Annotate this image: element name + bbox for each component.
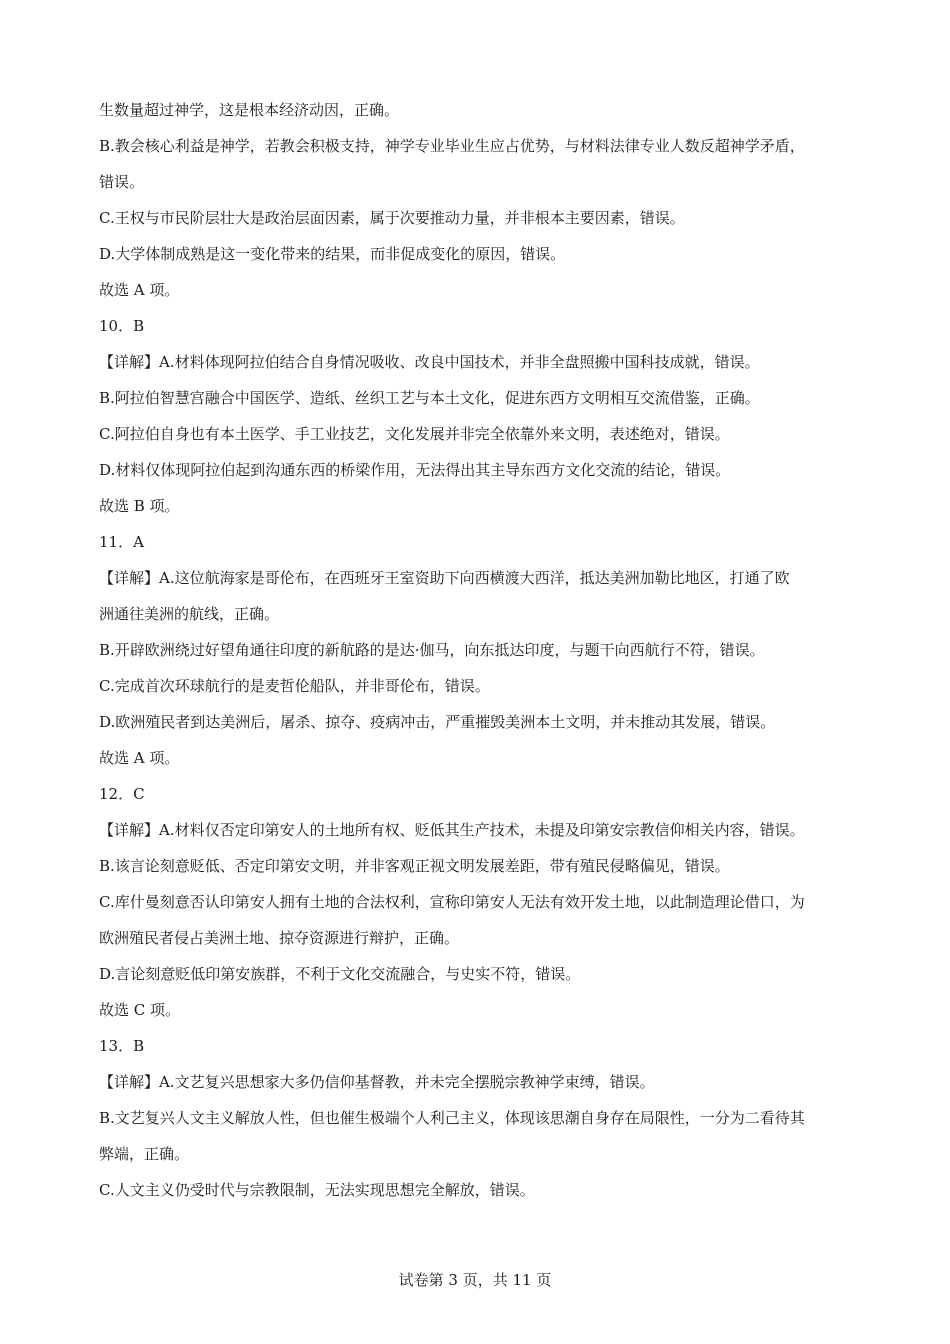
text-line: C.人文主义仍受时代与宗教限制，无法实现思想完全解放，错误。 bbox=[99, 1181, 535, 1199]
text-line: 故选 A 项。 bbox=[99, 749, 180, 767]
text-line: 生数量超过神学，这是根本经济动因，正确。 bbox=[99, 101, 400, 119]
question-number: 10．B bbox=[99, 317, 145, 335]
text-line: 【详解】A.这位航海家是哥伦布，在西班牙王室资助下向西横渡大西洋，抵达美洲加勒比地区，打通了欧 bbox=[99, 569, 790, 587]
text-line: 故选 B 项。 bbox=[99, 497, 180, 515]
text-line: C.阿拉伯自身也有本土医学、手工业技艺，文化发展并非完全依靠外来文明，表述绝对，错误。 bbox=[99, 425, 730, 443]
text-line: C.库什曼刻意否认印第安人拥有土地的合法权利，宣称印第安人无法有效开发土地，以此制造理论借口，为 bbox=[99, 893, 805, 911]
text-line: D.大学体制成熟是这一变化带来的结果，而非促成变化的原因，错误。 bbox=[99, 245, 566, 263]
page-footer: 试卷第 3 页，共 11 页 bbox=[398, 1271, 552, 1289]
text-line: 错误。 bbox=[99, 173, 145, 191]
text-line: B.教会核心利益是神学，若教会积极支持，神学专业毕业生应占优势，与材料法律专业人数反超神学矛盾， bbox=[99, 137, 805, 155]
text-line: B.阿拉伯智慧宫融合中国医学、造纸、丝织工艺与本土文化，促进东西方文明相互交流借鉴，正确。 bbox=[99, 389, 760, 407]
question-number: 12．C bbox=[99, 785, 145, 803]
question-number: 13．B bbox=[99, 1037, 145, 1055]
text-line: B.文艺复兴人文主义解放人性，但也催生极端个人利己主义，体现该思潮自身存在局限性，一分为二看待其 bbox=[99, 1109, 805, 1127]
text-line: 故选 A 项。 bbox=[99, 281, 180, 299]
text-line: B.该言论刻意贬低、否定印第安文明，并非客观正视文明发展差距，带有殖民侵略偏见，错误。 bbox=[99, 857, 730, 875]
text-line: C.完成首次环球航行的是麦哲伦船队，并非哥伦布，错误。 bbox=[99, 677, 490, 695]
document-body bbox=[99, 92, 863, 1208]
text-line: 【详解】A.材料体现阿拉伯结合自身情况吸收、改良中国技术，并非全盘照搬中国科技成就，错误。 bbox=[99, 353, 760, 371]
text-line: D.材料仅体现阿拉伯起到沟通东西的桥梁作用，无法得出其主导东西方文化交流的结论，错误。 bbox=[99, 461, 731, 479]
text-line: 弊端，正确。 bbox=[99, 1145, 190, 1163]
question-number: 11．A bbox=[99, 533, 144, 551]
text-line: D.言论刻意贬低印第安族群，不利于文化交流融合，与史实不符，错误。 bbox=[99, 965, 581, 983]
text-line: 【详解】A.材料仅否定印第安人的土地所有权、贬低其生产技术，未提及印第安宗教信仰相关内容，错误。 bbox=[99, 821, 805, 839]
text-line: 欧洲殖民者侵占美洲土地、掠夺资源进行辩护，正确。 bbox=[99, 929, 460, 947]
text-line: 故选 C 项。 bbox=[99, 1001, 181, 1019]
text-line: 【详解】A.文艺复兴思想家大多仍信仰基督教，并未完全摆脱宗教神学束缚，错误。 bbox=[99, 1073, 655, 1091]
text-line: C.王权与市民阶层壮大是政治层面因素，属于次要推动力量，并非根本主要因素，错误。 bbox=[99, 209, 685, 227]
text-line: 洲通往美洲的航线，正确。 bbox=[99, 605, 280, 623]
text-line: D.欧洲殖民者到达美洲后，屠杀、掠夺、疫病冲击，严重摧毁美洲本土文明，并未推动其发展，错误。 bbox=[99, 713, 776, 731]
text-line: B.开辟欧洲绕过好望角通往印度的新航路的是达·伽马，向东抵达印度，与题干向西航行不符，错误。 bbox=[99, 641, 765, 659]
